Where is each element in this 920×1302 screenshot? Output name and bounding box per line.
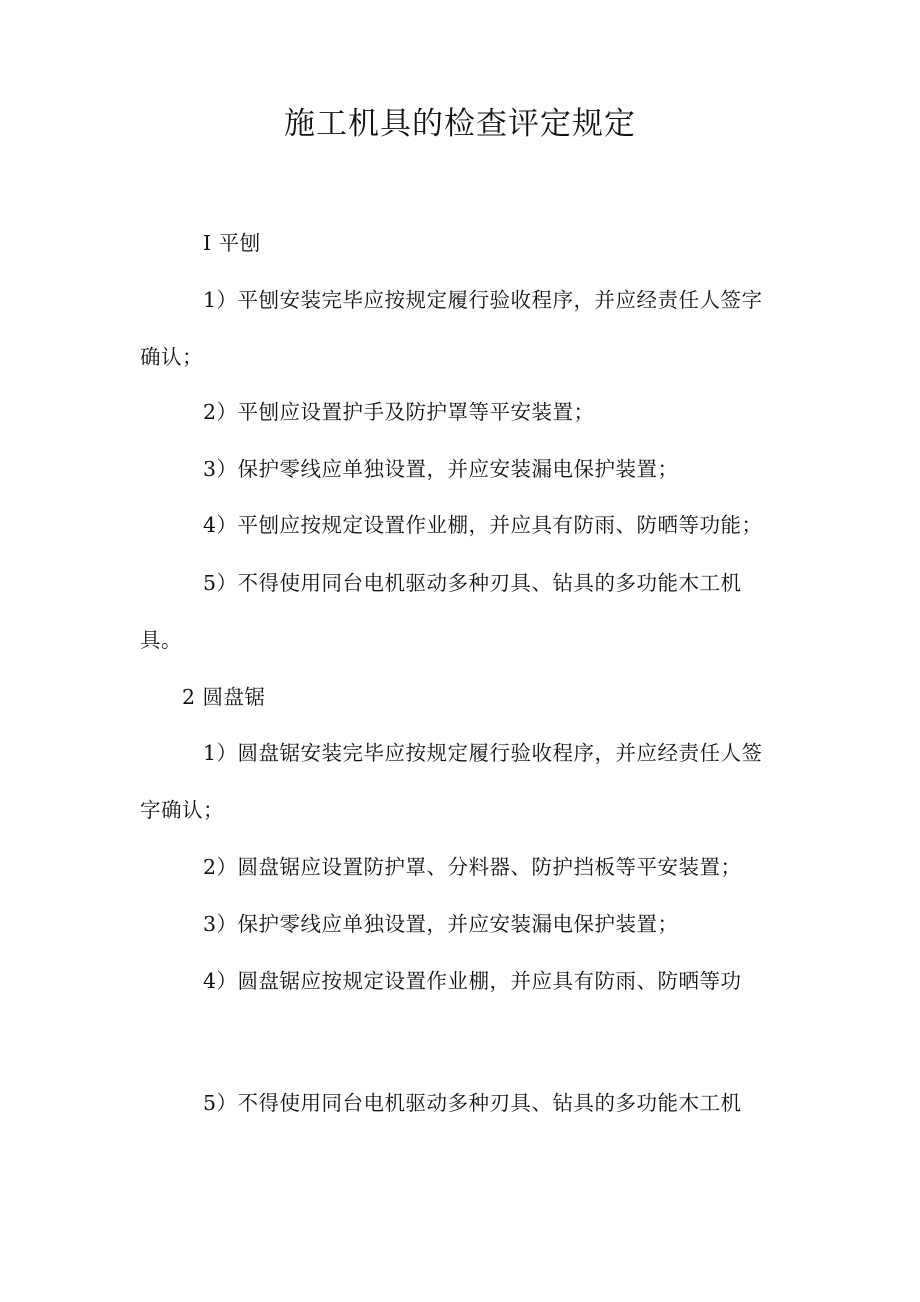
paragraph-line: 确认； bbox=[140, 345, 203, 369]
section-heading-planer: I 平刨 bbox=[203, 231, 261, 255]
paragraph-line: 字确认； bbox=[140, 798, 224, 822]
paragraph-line: 具。 bbox=[140, 628, 182, 652]
paragraph-line: 4）平刨应按规定设置作业棚，并应具有防雨、防晒等功能； bbox=[203, 513, 763, 537]
section-heading-circular-saw: 2 圆盘锯 bbox=[182, 685, 266, 709]
paragraph-line: 5）不得使用同台电机驱动多种刃具、钻具的多功能木工机 bbox=[203, 571, 742, 595]
paragraph-line: 3）保护零线应单独设置，并应安装漏电保护装置； bbox=[203, 457, 679, 481]
paragraph-line: 4）圆盘锯应按规定设置作业棚，并应具有防雨、防晒等功 bbox=[203, 969, 742, 993]
paragraph-line: 1）平刨安装完毕应按规定履行验收程序，并应经责任人签字 bbox=[203, 288, 763, 312]
paragraph-line: 3）保护零线应单独设置，并应安装漏电保护装置； bbox=[203, 912, 679, 936]
paragraph-line: 2）平刨应设置护手及防护罩等平安装置； bbox=[203, 400, 595, 424]
paragraph-line: 2）圆盘锯应设置防护罩、分料器、防护挡板等平安装置； bbox=[203, 855, 742, 879]
paragraph-line: 5）不得使用同台电机驱动多种刃具、钻具的多功能木工机 bbox=[203, 1091, 742, 1115]
document-title: 施工机具的检查评定规定 bbox=[284, 106, 636, 142]
paragraph-line: 1）圆盘锯安装完毕应按规定履行验收程序，并应经责任人签 bbox=[203, 741, 763, 765]
